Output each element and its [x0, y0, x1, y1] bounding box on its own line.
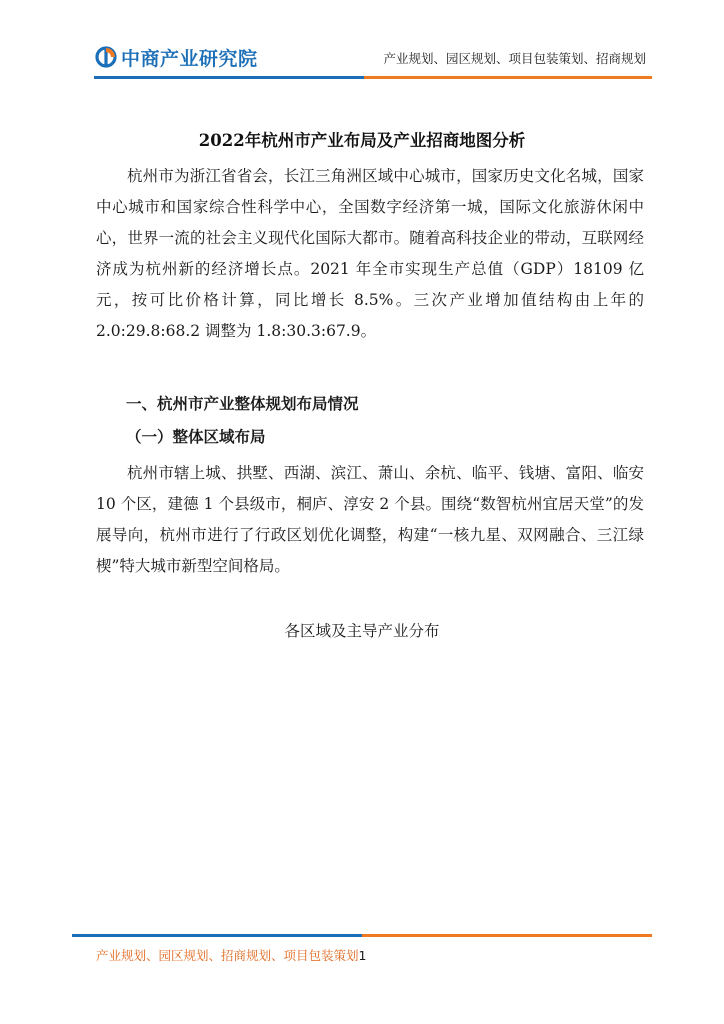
page-footer [96, 946, 366, 964]
company-logo [95, 44, 258, 70]
page-header [0, 0, 724, 90]
header-rule-orange [364, 76, 652, 79]
footer-tagline: 产业规划、园区规划、招商规划、项目包装策划 [96, 948, 359, 963]
footer-rule-blue [72, 934, 362, 937]
section-heading: 一、杭州市产业整体规划布局情况 [126, 394, 359, 413]
footer-rule-orange [362, 934, 652, 937]
districts-paragraph: 杭州市辖上城、拱墅、西湖、滨江、萧山、余杭、临平、钱塘、富阳、临安 10 个区，建德 1 个县级市，桐庐、淳安 2 个县。围绕“数智杭州宜居天堂”的发展导向，杭州市进行了行政区划优化调整，构建“一核九星、双网融合、三江绿楔”特大城市新型空间格局。 [96, 464, 644, 575]
header-rule-blue [94, 76, 364, 79]
document-title: 2022年杭州市产业布局及产业招商地图分析 [198, 131, 526, 150]
zhongshang-logo-icon [95, 46, 117, 68]
header-tagline: 产业规划、园区规划、项目包装策划、招商规划 [383, 51, 646, 66]
figure-caption: 各区域及主导产业分布 [284, 622, 440, 640]
intro-paragraph: 杭州市为浙江省省会，长江三角洲区域中心城市，国家历史文化名城，国家中心城市和国家综合性科学中心，全国数字经济第一城，国际文化旅游休闲中心，世界一流的社会主义现代化国际大都市。随着高科技企业的带动，互联网经济成为杭州新的经济增长点。2021 年全市实现生产总值（GDP）18109 亿元，按可比价格计算，同比增长 8.5%。三次产业增加值结构由上年的 2.0:29.8:68.2 调整为 1.8:30.3:67.9。 [96, 167, 644, 340]
page-number: 1 [358, 948, 367, 963]
subsection-heading: （一）整体区域布局 [126, 427, 266, 446]
logo-text: 中商产业研究院 [121, 47, 258, 70]
